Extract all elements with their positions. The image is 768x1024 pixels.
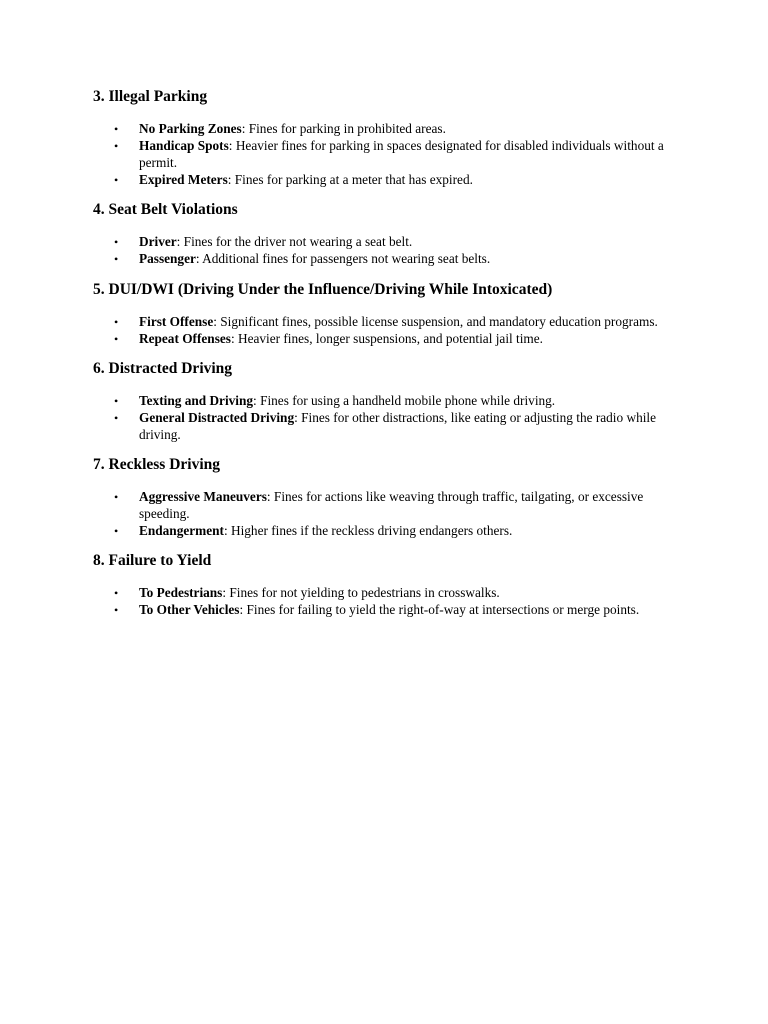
- item-description: : Significant fines, possible license suspension, and mandatory education programs.: [213, 313, 658, 329]
- section-title: 7. Reckless Driving: [93, 456, 221, 473]
- bullet-icon: •: [114, 235, 119, 249]
- item-term: Passenger: [139, 251, 196, 266]
- section-title: 3. Illegal Parking: [93, 88, 208, 105]
- item-term: Aggressive Maneuvers: [139, 489, 267, 504]
- item-term: First Offense: [139, 313, 214, 329]
- item-description: : Fines for parking in prohibited areas.: [241, 121, 446, 136]
- bullet-icon: •: [114, 586, 119, 600]
- item-description: : Heavier fines, longer suspensions, and potential jail time.: [230, 330, 543, 346]
- bullet-list: [93, 585, 693, 619]
- item-description: : Additional fines for passengers not wearing seat belts.: [195, 251, 491, 266]
- item-description: : Fines for failing to yield the right-of-way at intersections or merge points.: [239, 602, 640, 617]
- item-term: No Parking Zones: [139, 121, 242, 136]
- item-description: : Fines for not yielding to pedestrians in crosswalks.: [222, 585, 500, 600]
- section-title: 4. Seat Belt Violations: [93, 201, 238, 218]
- list-item: [93, 138, 693, 171]
- item-term: To Other Vehicles: [139, 602, 240, 617]
- item-term: General Distracted Driving: [139, 410, 295, 425]
- bullet-icon: •: [114, 394, 119, 408]
- list-item: [93, 314, 693, 331]
- item-term: Endangerment: [139, 522, 224, 538]
- item-description: : Higher fines if the reckless driving endangers others.: [223, 522, 513, 538]
- item-term: Texting and Driving: [139, 393, 254, 408]
- section-reckless-driving: [93, 454, 693, 539]
- item-description: : Heavier fines for parking in spaces designated for disabled individuals without a permit.: [139, 138, 664, 170]
- item-description: : Fines for using a handheld mobile phone while driving.: [253, 393, 556, 408]
- section-title: 8. Failure to Yield: [93, 552, 212, 569]
- list-item: [93, 331, 693, 348]
- section-distracted-driving: [93, 358, 693, 443]
- document-page: [93, 86, 693, 630]
- item-term: To Pedestrians: [139, 585, 223, 600]
- bullet-list: [93, 489, 693, 539]
- bullet-icon: •: [114, 603, 119, 617]
- bullet-icon: •: [114, 523, 119, 538]
- bullet-list: [93, 234, 693, 268]
- bullet-icon: •: [114, 490, 119, 504]
- item-term: Driver: [139, 234, 177, 249]
- bullet-list: [93, 121, 693, 188]
- item-term: Repeat Offenses: [139, 330, 231, 346]
- list-item: [93, 251, 693, 268]
- section-dui-dwi: [93, 279, 693, 348]
- item-description: : Fines for actions like weaving through traffic, tailgating, or excessive speeding.: [139, 489, 644, 521]
- bullet-icon: •: [114, 314, 119, 329]
- list-item: [93, 585, 693, 602]
- bullet-icon: •: [114, 252, 119, 266]
- section-title: 6. Distracted Driving: [93, 360, 233, 377]
- item-description: : Fines for the driver not wearing a seat belt.: [176, 234, 413, 249]
- bullet-icon: •: [114, 172, 119, 187]
- list-item: [93, 172, 693, 189]
- section-title: 5. DUI/DWI (Driving Under the Influence/Driving While Intoxicated): [93, 280, 553, 298]
- bullet-list: [93, 393, 693, 443]
- list-item: [93, 234, 693, 251]
- bullet-icon: •: [114, 411, 119, 425]
- list-item: [93, 602, 693, 619]
- item-term: Handicap Spots: [139, 138, 229, 153]
- bullet-icon: •: [114, 122, 119, 136]
- item-description: : Fines for parking at a meter that has expired.: [227, 171, 473, 187]
- section-seat-belt-violations: [93, 199, 693, 268]
- bullet-icon: •: [114, 331, 119, 346]
- list-item: [93, 393, 693, 410]
- bullet-icon: •: [114, 139, 119, 153]
- list-item: [93, 523, 693, 540]
- section-failure-to-yield: [93, 550, 693, 619]
- item-term: Expired Meters: [139, 171, 228, 187]
- item-description: : Fines for other distractions, like eating or adjusting the radio while driving.: [139, 410, 657, 442]
- list-item: [93, 410, 693, 443]
- list-item: [93, 489, 693, 522]
- bullet-list: [93, 314, 693, 348]
- section-illegal-parking: [93, 86, 693, 188]
- list-item: [93, 121, 693, 138]
